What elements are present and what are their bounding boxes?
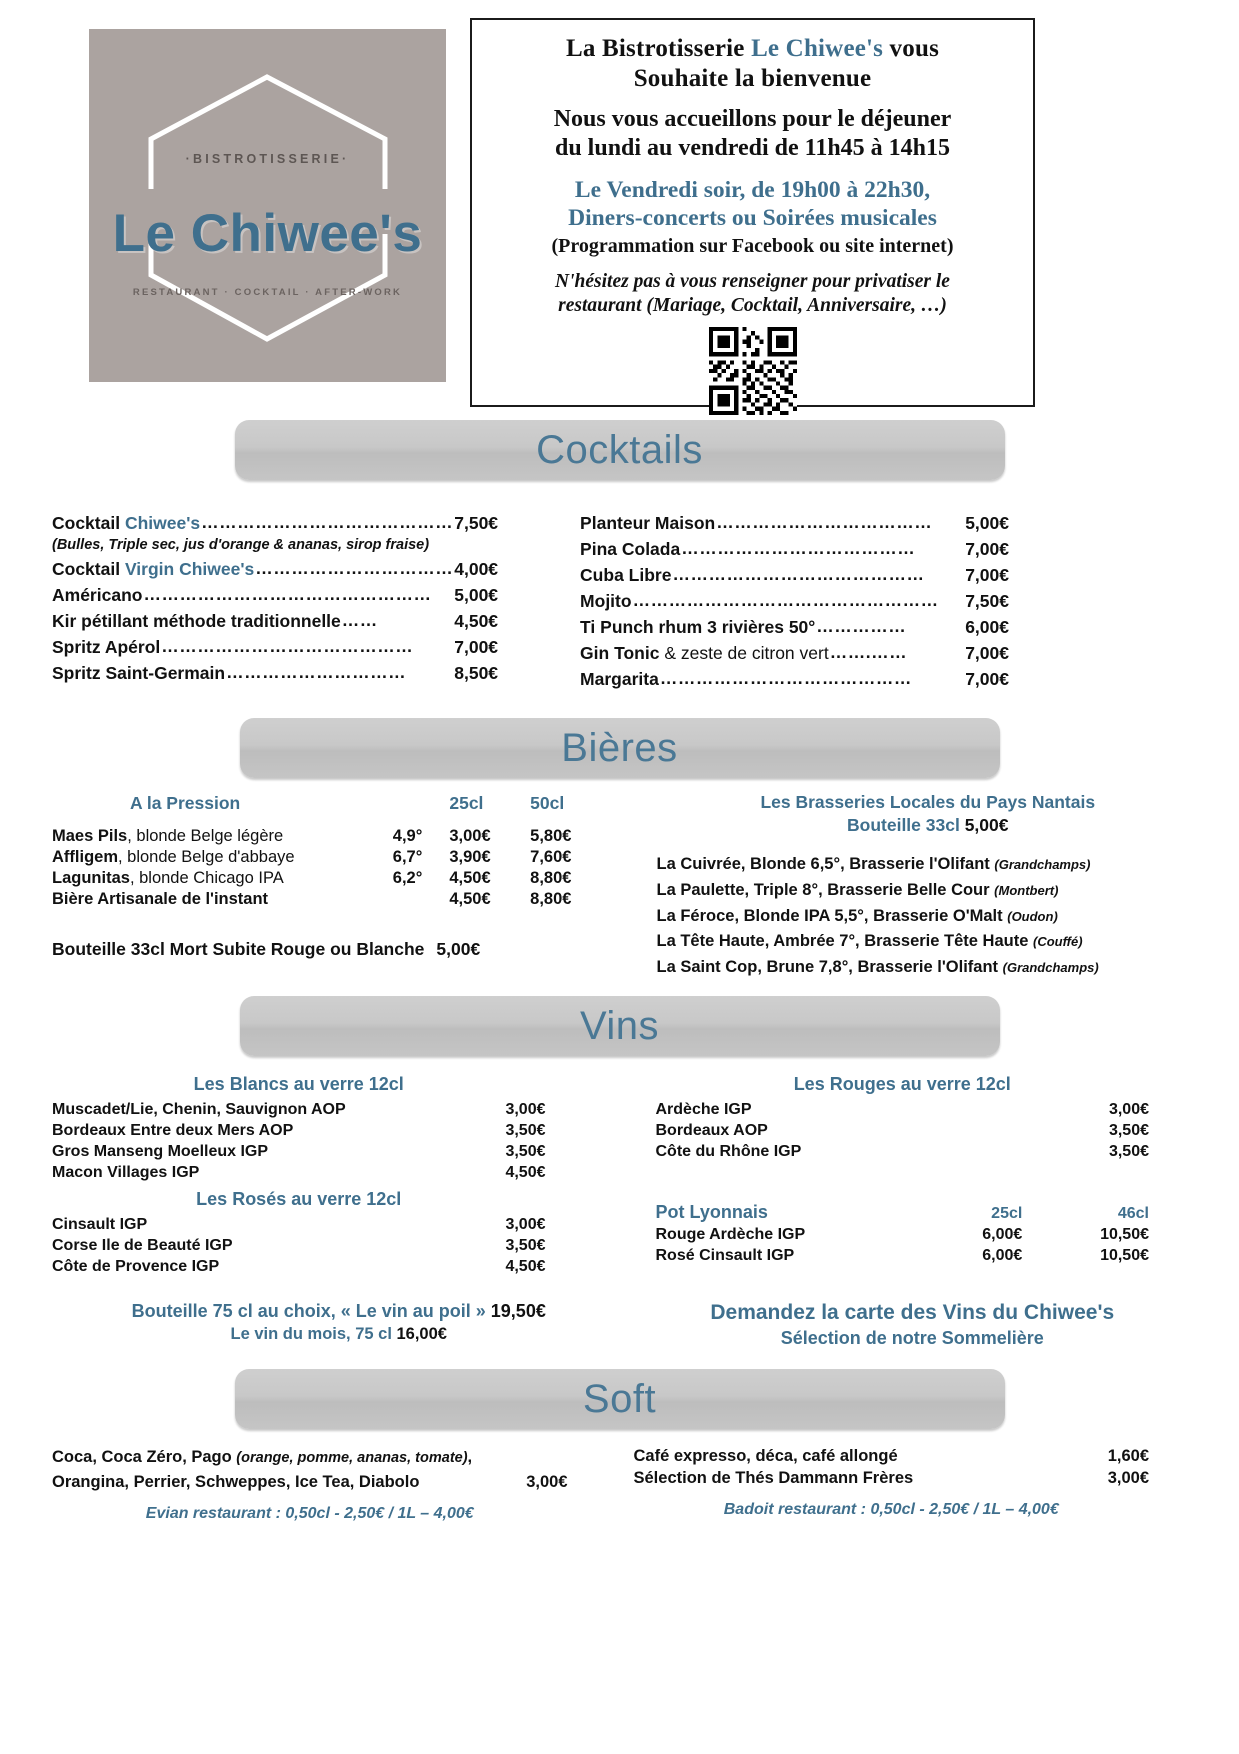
beer-price-50: 8,80€	[530, 869, 572, 888]
logo-tagline-top: ·BISTROTISSERIE·	[185, 152, 350, 166]
bieres-section	[0, 718, 1239, 980]
vins-section	[0, 996, 1239, 1349]
welcome-l5-a: N'hésitez pas à vous renseigner pour privatiser le	[555, 270, 950, 292]
item-name: Kir pétillant méthode traditionnelle	[52, 610, 341, 631]
beer-name: Affligem	[52, 848, 118, 867]
welcome-l5-b: restaurant (Mariage, Cocktail, Anniversaire, …)	[558, 294, 947, 316]
brewery-name: La Tête Haute, Ambrée 7°, Brasserie Tête Haute	[656, 932, 1029, 951]
wine-name: Macon Villages IGP	[52, 1163, 200, 1181]
item-price: 5,00€	[454, 584, 499, 605]
item-price: 8,50€	[454, 662, 499, 683]
beer-degree	[389, 889, 436, 910]
welcome-privatisation	[490, 270, 1015, 318]
locales-price-value: 5,00€	[964, 815, 1009, 836]
beer-degree: 6,2°	[392, 869, 423, 888]
menu-row	[580, 588, 1009, 614]
item-price: 7,00€	[965, 643, 1009, 664]
table-row	[656, 1245, 1150, 1266]
welcome-l2-a: Nous vous accueillons pour le déjeuner	[553, 106, 952, 132]
soft-comma: ,	[467, 1448, 473, 1467]
wine-name: Bordeaux Entre deux Mers AOP	[52, 1121, 294, 1139]
soft-water-left: Evian restaurant : 0,50cl - 2,50€ / 1L – 4,00€	[145, 1504, 474, 1522]
soft-right-table	[634, 1445, 1150, 1489]
leader-dots: ………………………………	[716, 512, 933, 532]
soft-item-price: 3,00€	[1107, 1468, 1149, 1487]
leader-dots: ……………………………………	[672, 564, 925, 585]
section-header-bieres	[240, 718, 1000, 778]
item-name-accent: Chiwee's	[124, 513, 201, 533]
qr-code-icon[interactable]	[709, 327, 797, 415]
soft-section	[0, 1369, 1239, 1524]
welcome-line-1	[490, 34, 1015, 93]
item-price: 5,00€	[965, 513, 1009, 533]
wine-name: Rosé Cinsault IGP	[655, 1246, 795, 1264]
section-title-bieres: Bières	[561, 725, 678, 770]
leader-dots: ……………………………………………	[632, 590, 939, 611]
pot-col-25cl: 25cl	[991, 1204, 1023, 1222]
wine-price: 3,50€	[505, 1121, 546, 1139]
item-price: 4,00€	[454, 558, 499, 579]
leader-dots: ……………………………………	[161, 635, 414, 656]
wine-name: Rouge Ardèche IGP	[655, 1225, 806, 1243]
item-price: 7,50€	[454, 513, 499, 533]
soft-brands-2: Orangina, Perrier, Schweppes, Ice Tea, Diabolo	[52, 1473, 420, 1491]
section-title-cocktails: Cocktails	[536, 427, 703, 472]
item-name: Spritz Saint-Germain	[52, 662, 226, 683]
soft-line-1	[52, 1445, 568, 1470]
soft-price: 3,00€	[526, 1473, 568, 1491]
logo-wordmark: Le Chiwee's	[112, 204, 423, 263]
item-name: Bouteille 33cl Mort Subite Rouge ou Blanche	[52, 939, 425, 960]
beer-price-50: 8,80€	[530, 890, 572, 909]
wine-name: Cinsault IGP	[52, 1215, 148, 1233]
brewery-row	[657, 878, 1200, 904]
wine-name: Bordeaux AOP	[655, 1121, 768, 1139]
section-title-soft: Soft	[582, 1376, 657, 1421]
menu-row	[52, 660, 498, 686]
col-head-pression: A la Pression	[130, 793, 241, 814]
item-name: Margarita	[580, 669, 659, 690]
locales-title: Les Brasseries Locales du Pays Nantais	[760, 792, 1096, 813]
table-row	[52, 1120, 546, 1141]
brewery-place: (Grandchamps)	[1002, 959, 1099, 975]
brewery-name: La Saint Cop, Brune 7,8°, Brasserie l'Olifant	[656, 957, 999, 976]
item-price: 4,50€	[454, 610, 499, 631]
menu-row	[580, 536, 1009, 562]
menu-row	[580, 562, 1009, 588]
wine-price: 3,00€	[1108, 1100, 1149, 1118]
pot-lyonnais-title: Pot Lyonnais	[655, 1201, 768, 1222]
pression-table	[52, 792, 595, 910]
wine-category-blancs: Les Blancs au verre 12cl	[193, 1074, 404, 1095]
locales-price-line	[657, 815, 1200, 836]
wine-price: 3,00€	[505, 1215, 546, 1233]
vin-mois-label: Le vin du mois, 75 cl	[230, 1325, 392, 1344]
beer-detail: , blonde Belge légère	[127, 827, 284, 846]
welcome-l1-a: La Bistrotisserie	[566, 35, 752, 62]
wine-name: Côte de Provence IGP	[52, 1257, 220, 1275]
welcome-l1-b: vous	[883, 35, 939, 62]
beer-price-25: 3,00€	[449, 827, 491, 846]
leader-dots: ……………	[816, 616, 907, 637]
menu-row	[52, 510, 498, 536]
menu-row	[580, 510, 1009, 536]
item-name: Gin Tonic	[580, 643, 660, 664]
leader-dots: …………………………	[226, 661, 407, 682]
soft-item-name: Sélection de Thés Dammann Frères	[633, 1468, 914, 1487]
item-price: 7,00€	[965, 669, 1009, 690]
table-row	[52, 1235, 546, 1256]
table-row	[634, 1467, 1150, 1489]
table-row	[52, 889, 595, 910]
table-header-row	[656, 1200, 1150, 1224]
wine-price-25: 6,00€	[982, 1246, 1023, 1264]
wine-table-rouges	[656, 1099, 1150, 1162]
wine-name: Corse Ile de Beauté IGP	[52, 1236, 233, 1254]
header	[0, 0, 1239, 400]
welcome-l2-b: du lundi au vendredi de 11h45 à 14h15	[554, 135, 951, 162]
menu-row	[52, 582, 498, 608]
leader-dots: …………………………………………	[143, 583, 432, 604]
table-row	[656, 1120, 1150, 1141]
wine-category-roses: Les Rosés au verre 12cl	[196, 1189, 402, 1210]
table-row	[656, 1224, 1150, 1245]
cocktails-right-column	[568, 510, 1239, 692]
leader-dots: ……………………………………	[201, 512, 454, 532]
menu-row	[52, 634, 498, 660]
leader-dots: ……………………………	[255, 557, 454, 578]
brewery-place: (Montbert)	[994, 883, 1059, 898]
leader-dots: …………………………………	[681, 538, 916, 559]
soft-brands: Coca, Coca Zéro, Pago	[52, 1448, 237, 1467]
logo-tagline-bottom: RESTAURANT · COCKTAIL · AFTER-WORK	[132, 287, 403, 298]
item-name-accent: Virgin Chiwee's	[124, 558, 255, 579]
table-row	[634, 1445, 1150, 1467]
item-name: Ti Punch rhum 3 rivières 50°	[580, 617, 816, 638]
vin-mois-price: 16,00€	[396, 1325, 447, 1344]
leader-dots: ……	[341, 609, 378, 630]
brewery-name: La Féroce, Blonde IPA 5,5°, Brasserie O'Malt	[656, 906, 1003, 925]
beer-name: Lagunitas	[52, 869, 130, 888]
wine-price: 4,50€	[505, 1163, 546, 1181]
soft-left-column	[0, 1445, 624, 1524]
item-name: Cocktail	[52, 558, 125, 579]
soft-water-right: Badoit restaurant : 0,50cl - 2,50€ / 1L – 4,00€	[723, 1501, 1059, 1519]
wine-price: 3,50€	[505, 1142, 546, 1160]
table-row	[52, 1256, 546, 1277]
menu-row	[580, 666, 1009, 692]
table-header-row	[52, 792, 595, 826]
vins-bottle-footer	[0, 1301, 626, 1349]
menu-row	[52, 608, 498, 634]
table-row	[52, 1141, 546, 1162]
table-row	[52, 868, 595, 889]
carte-vins-line-2: Sélection de notre Sommelière	[780, 1328, 1044, 1349]
leader-dots: …….……	[829, 642, 908, 663]
menu-row	[580, 614, 1009, 640]
soft-line-2	[52, 1470, 568, 1495]
item-price: 6,00€	[965, 617, 1009, 638]
item-name: Spritz Apérol	[52, 636, 161, 657]
wine-table-blancs	[52, 1099, 546, 1183]
locales-price-label: Bouteille 33cl	[847, 815, 960, 836]
welcome-line-2	[490, 105, 1015, 164]
pot-col-46cl: 46cl	[1117, 1204, 1149, 1222]
beer-detail: , blonde Chicago IPA	[129, 869, 284, 888]
item-name: Cocktail	[52, 513, 125, 533]
welcome-l3-b: Diners-concerts ou Soirées musicales	[568, 204, 937, 231]
beer-price-50: 7,60€	[530, 848, 572, 867]
beer-price-25: 4,50€	[449, 890, 491, 909]
cocktails-left-column	[0, 510, 568, 692]
brewery-place: (Grandchamps)	[994, 857, 1091, 873]
welcome-line-3	[490, 176, 1015, 232]
table-row	[52, 1214, 546, 1235]
table-row	[52, 1162, 546, 1183]
brewery-name: La Cuivrée, Blonde 6,5°, Brasserie l'Olifant	[656, 855, 990, 874]
section-header-soft	[235, 1369, 1005, 1429]
welcome-l1-c: Souhaite la bienvenue	[633, 64, 872, 92]
bieres-pression-column	[0, 792, 647, 980]
restaurant-logo	[89, 29, 446, 382]
item-price: 7,50€	[965, 591, 1009, 612]
bouteille-price: 19,50€	[490, 1301, 546, 1322]
beer-price-25: 4,50€	[449, 869, 491, 888]
beer-detail: , blonde Belge d'abbaye	[118, 848, 295, 867]
table-row	[52, 1099, 546, 1120]
bouteille-label: Bouteille 75 cl au choix, « Le vin au poil »	[131, 1301, 486, 1322]
welcome-l1-brand: Le Chiwee's	[751, 35, 884, 62]
wine-table-roses	[52, 1214, 546, 1277]
pot-lyonnais-table	[656, 1200, 1150, 1266]
beer-price-25: 3,90€	[449, 848, 491, 867]
item-price: 5,00€	[436, 939, 481, 960]
section-header-cocktails	[235, 420, 1005, 480]
brewery-name: La Paulette, Triple 8°, Brasserie Belle Cour	[656, 881, 990, 899]
beer-price-50: 5,80€	[530, 827, 572, 846]
beer-degree: 4,9°	[392, 827, 423, 846]
wine-price: 3,00€	[505, 1100, 546, 1118]
wine-name: Ardèche IGP	[655, 1100, 752, 1118]
brewery-row	[657, 852, 1200, 878]
brewery-row	[657, 929, 1200, 955]
bouteille-mort-subite-row	[52, 936, 595, 962]
table-row	[656, 1141, 1150, 1162]
vins-right-column	[646, 1068, 1239, 1277]
item-name: Américano	[52, 584, 143, 605]
wine-price-46: 10,50€	[1100, 1246, 1149, 1264]
welcome-box	[470, 18, 1035, 407]
wine-name: Gros Manseng Moelleux IGP	[52, 1142, 269, 1160]
welcome-l3-a: Le Vendredi soir, de 19h00 à 22h30,	[574, 176, 931, 203]
item-name: Cuba Libre	[580, 565, 672, 586]
menu-row	[52, 556, 498, 582]
soft-item-price: 1,60€	[1107, 1446, 1149, 1465]
item-description: (Bulles, Triple sec, jus d'orange & ananas, sirop fraise)	[52, 537, 430, 554]
item-price: 7,00€	[965, 539, 1009, 560]
item-name: Mojito	[580, 591, 632, 612]
beer-degree: 6,7°	[392, 848, 423, 867]
section-header-vins	[240, 996, 1000, 1056]
table-row	[52, 847, 595, 868]
menu-row	[580, 640, 1009, 666]
wine-price: 3,50€	[1108, 1121, 1149, 1139]
beer-name: Bière Artisanale de l'instant	[52, 890, 269, 909]
item-price: 7,00€	[965, 565, 1009, 586]
wine-price: 3,50€	[1108, 1142, 1149, 1160]
wine-price: 4,50€	[505, 1257, 546, 1275]
brewery-row	[657, 904, 1200, 930]
cocktails-section	[0, 420, 1239, 692]
item-price: 7,00€	[454, 636, 499, 657]
table-row	[656, 1099, 1150, 1120]
brewery-row	[657, 955, 1200, 981]
beer-name: Maes Pils	[52, 827, 128, 846]
section-title-vins: Vins	[579, 1003, 660, 1048]
vins-left-column	[0, 1068, 646, 1277]
wine-price: 3,50€	[505, 1236, 546, 1254]
item-name: Planteur Maison	[580, 513, 716, 533]
soft-right-column	[624, 1445, 1239, 1524]
col-head-50cl: 50cl	[530, 793, 565, 814]
carte-vins-line-1: Demandez la carte des Vins du Chiwee's	[710, 1301, 1115, 1325]
wine-category-rouges: Les Rouges au verre 12cl	[793, 1074, 1011, 1095]
wine-name: Muscadet/Lie, Chenin, Sauvignon AOP	[52, 1100, 346, 1118]
wine-name: Côte du Rhône IGP	[655, 1142, 802, 1160]
table-row	[52, 826, 595, 847]
soft-item-name: Café expresso, déca, café allongé	[633, 1446, 898, 1465]
brewery-place: (Couffé)	[1032, 934, 1083, 950]
wine-price-46: 10,50€	[1100, 1225, 1149, 1243]
brewery-place: (Oudon)	[1007, 908, 1058, 924]
leader-dots: ……………………………………	[659, 668, 912, 689]
item-name: Pina Colada	[580, 539, 681, 560]
soft-flavours: (orange, pomme, ananas, tomate)	[236, 1450, 468, 1467]
item-name-detail: & zeste de citron vert	[659, 643, 829, 664]
welcome-programmation: (Programmation sur Facebook ou site internet)	[551, 234, 954, 257]
vins-carte-footer	[626, 1301, 1239, 1349]
wine-price-25: 6,00€	[982, 1225, 1023, 1243]
col-head-25cl: 25cl	[449, 793, 484, 814]
bieres-locales-column	[647, 792, 1239, 980]
